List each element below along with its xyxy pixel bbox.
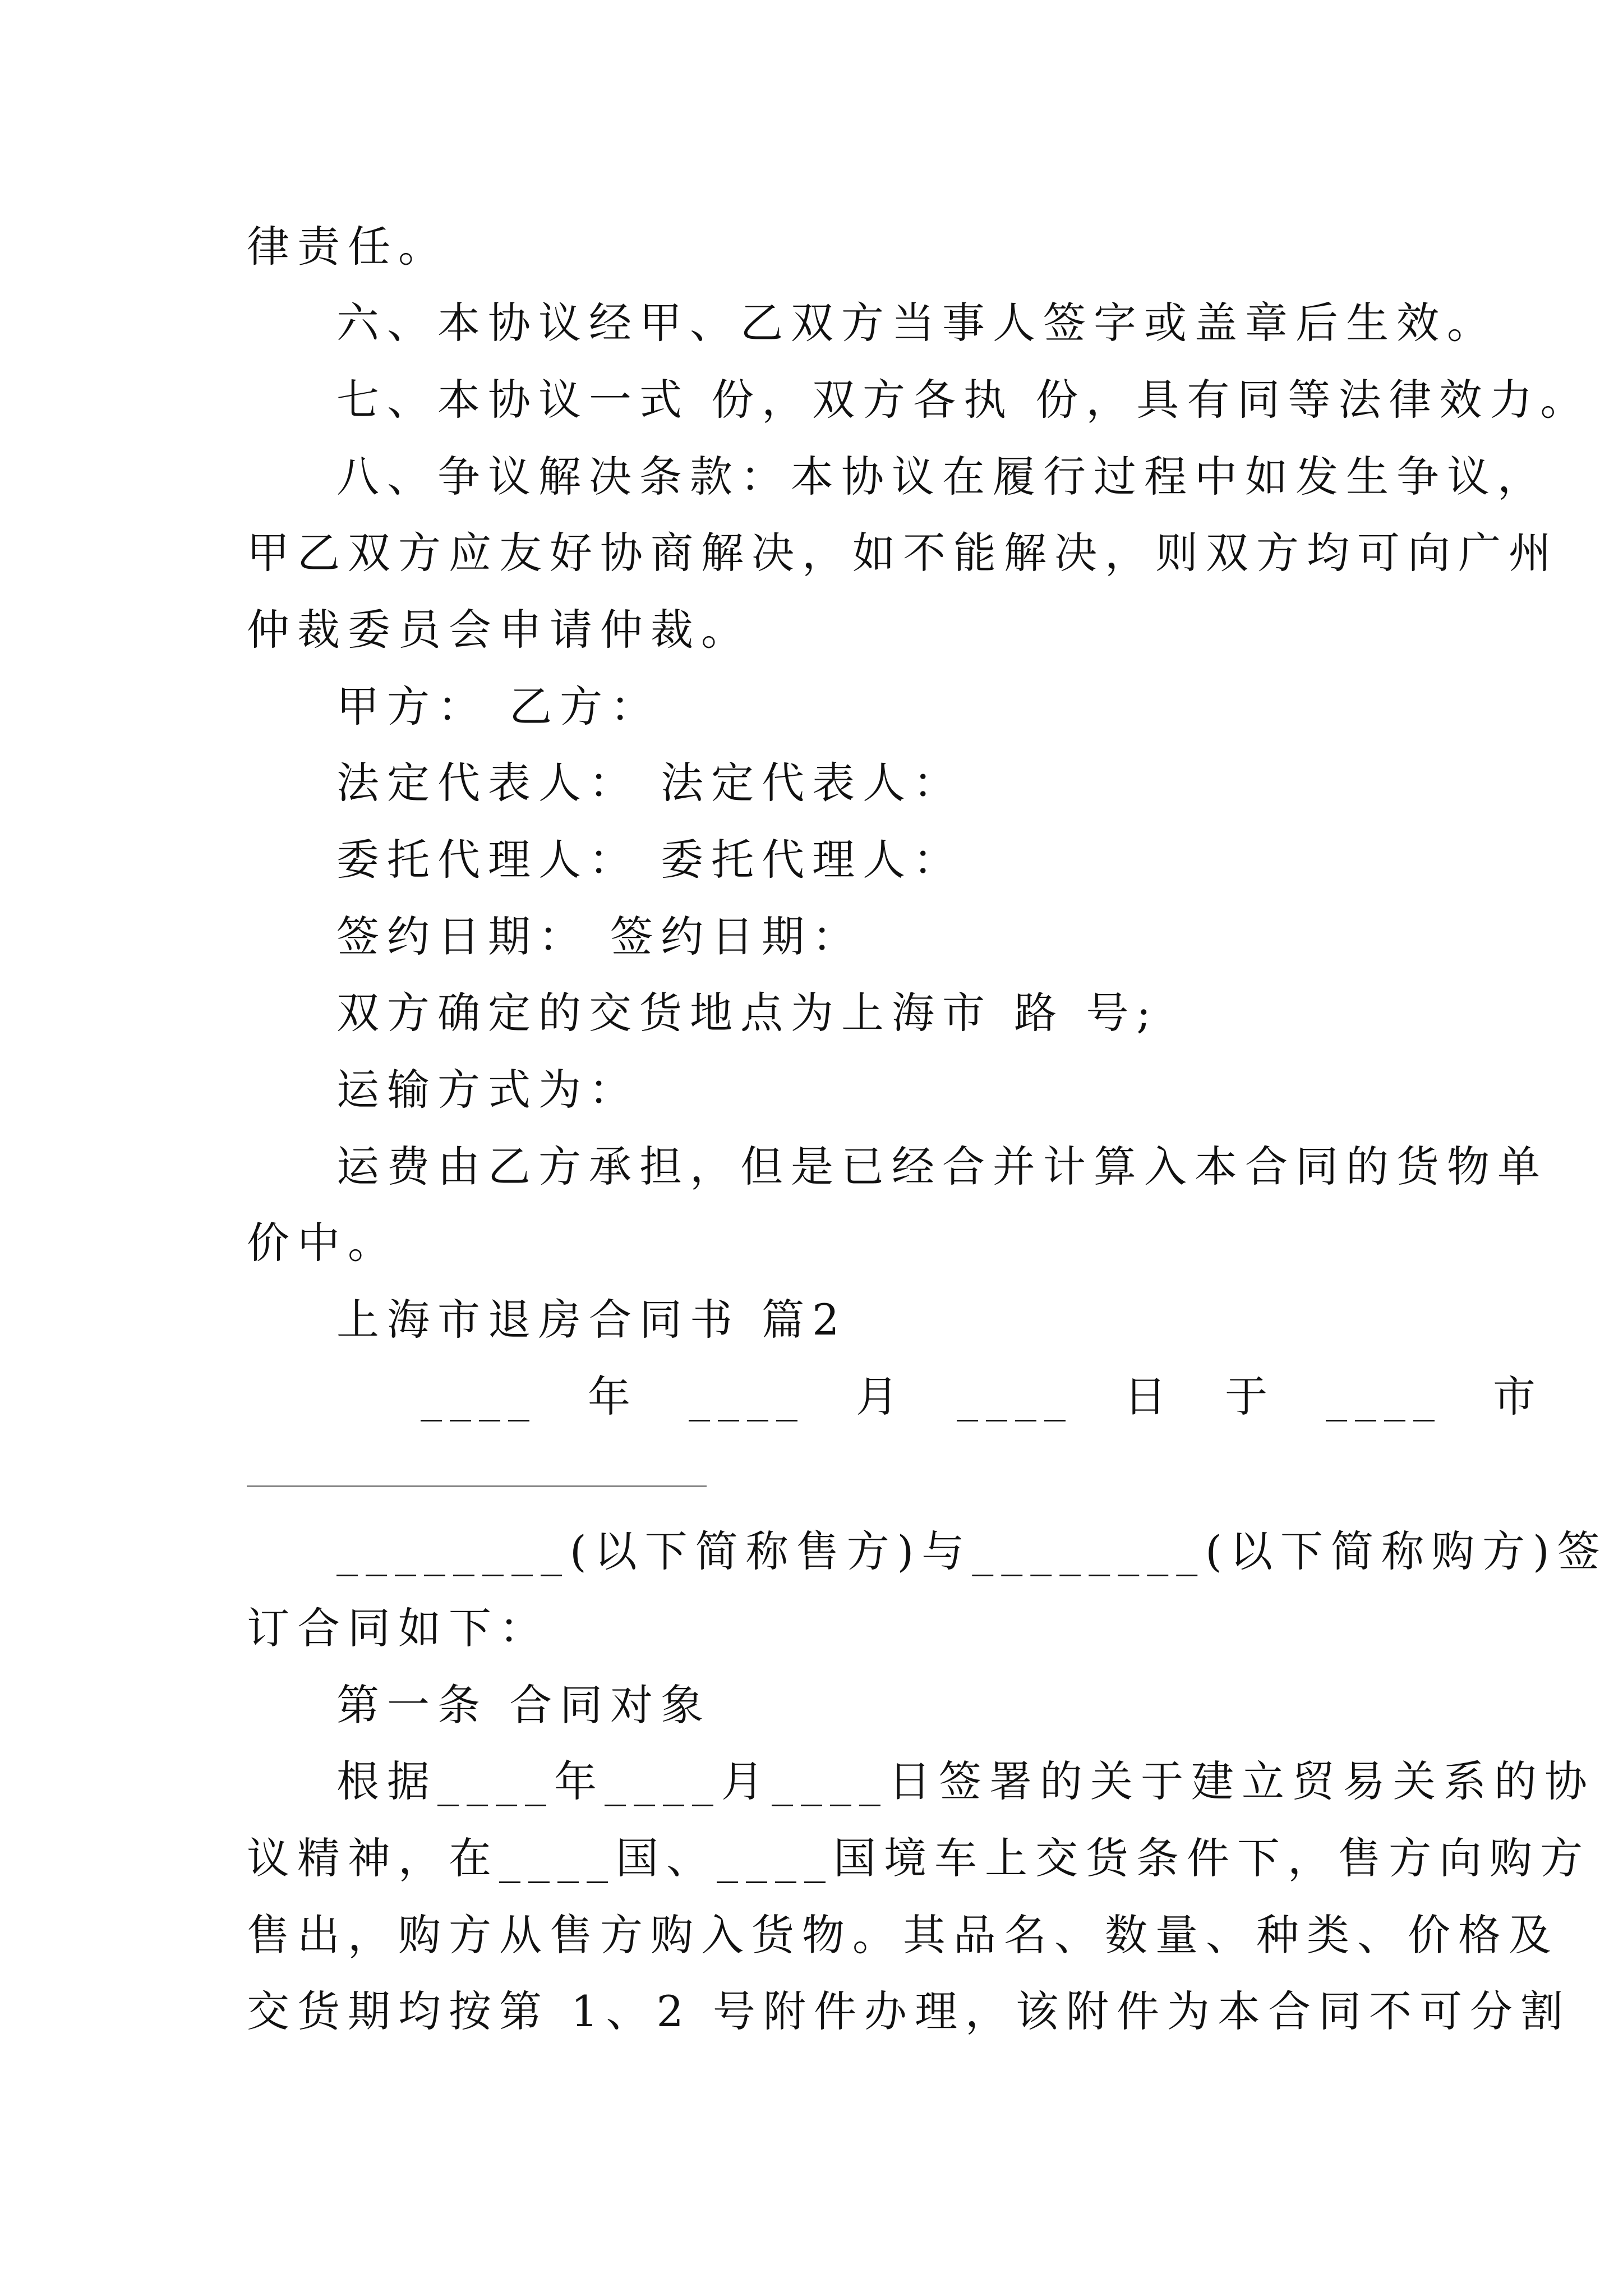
text-line: 律责任。 [247,222,449,272]
text-line: 委托代理人： 委托代理人： [336,835,964,885]
text-line: 甲方： 乙方： [336,682,661,731]
text-line: 交货期均按第 1、2 号附件办理，该附件为本合同不可分割 [247,1986,1571,2036]
text-line: 价中。 [247,1218,398,1268]
text-line: 双方确定的交货地点为上海市 路 号; [336,988,1159,1038]
text-line: 八、争议解决条款：本协议在履行过程中如发生争议， [336,452,1548,501]
text-line: 甲乙双方应友好协商解决，如不能解决，则双方均可向广州 [247,528,1559,578]
text-line: 仲裁委员会申请仲裁。 [247,605,751,655]
section-heading: 上海市退房合同书 篇2 [336,1295,847,1345]
text-line: ____ 年 ____ 月 ____ 日 于 ____ 市 [421,1372,1543,1421]
text-line: 六、本协议经甲、乙双方当事人签字或盖章后生效。 [336,298,1497,348]
text-line: 订合同如下： [247,1603,550,1653]
blank-underline [247,1485,707,1487]
text-line: 议精神，在____国、____国境车上交货条件下，售方向购方 [247,1833,1590,1883]
text-line: 售出，购方从售方购入货物。其品名、数量、种类、价格及 [247,1910,1559,1960]
article-heading: 第一条 合同对象 [336,1680,712,1730]
text-line: 运费由乙方承担，但是已经合并计算入本合同的货物单 [336,1142,1548,1191]
text-line: 签约日期： 签约日期： [336,912,863,961]
text-line: 根据____年____月____日签署的关于建立贸易关系的协 [336,1756,1595,1806]
text-line: 法定代表人： 法定代表人： [336,758,964,808]
text-line: ________(以下简称售方)与________(以下简称购方)签 [336,1526,1608,1576]
text-line: 七、本协议一式 份，双方各执 份，具有同等法律效力。 [336,375,1591,425]
text-line: 运输方式为： [336,1065,639,1115]
